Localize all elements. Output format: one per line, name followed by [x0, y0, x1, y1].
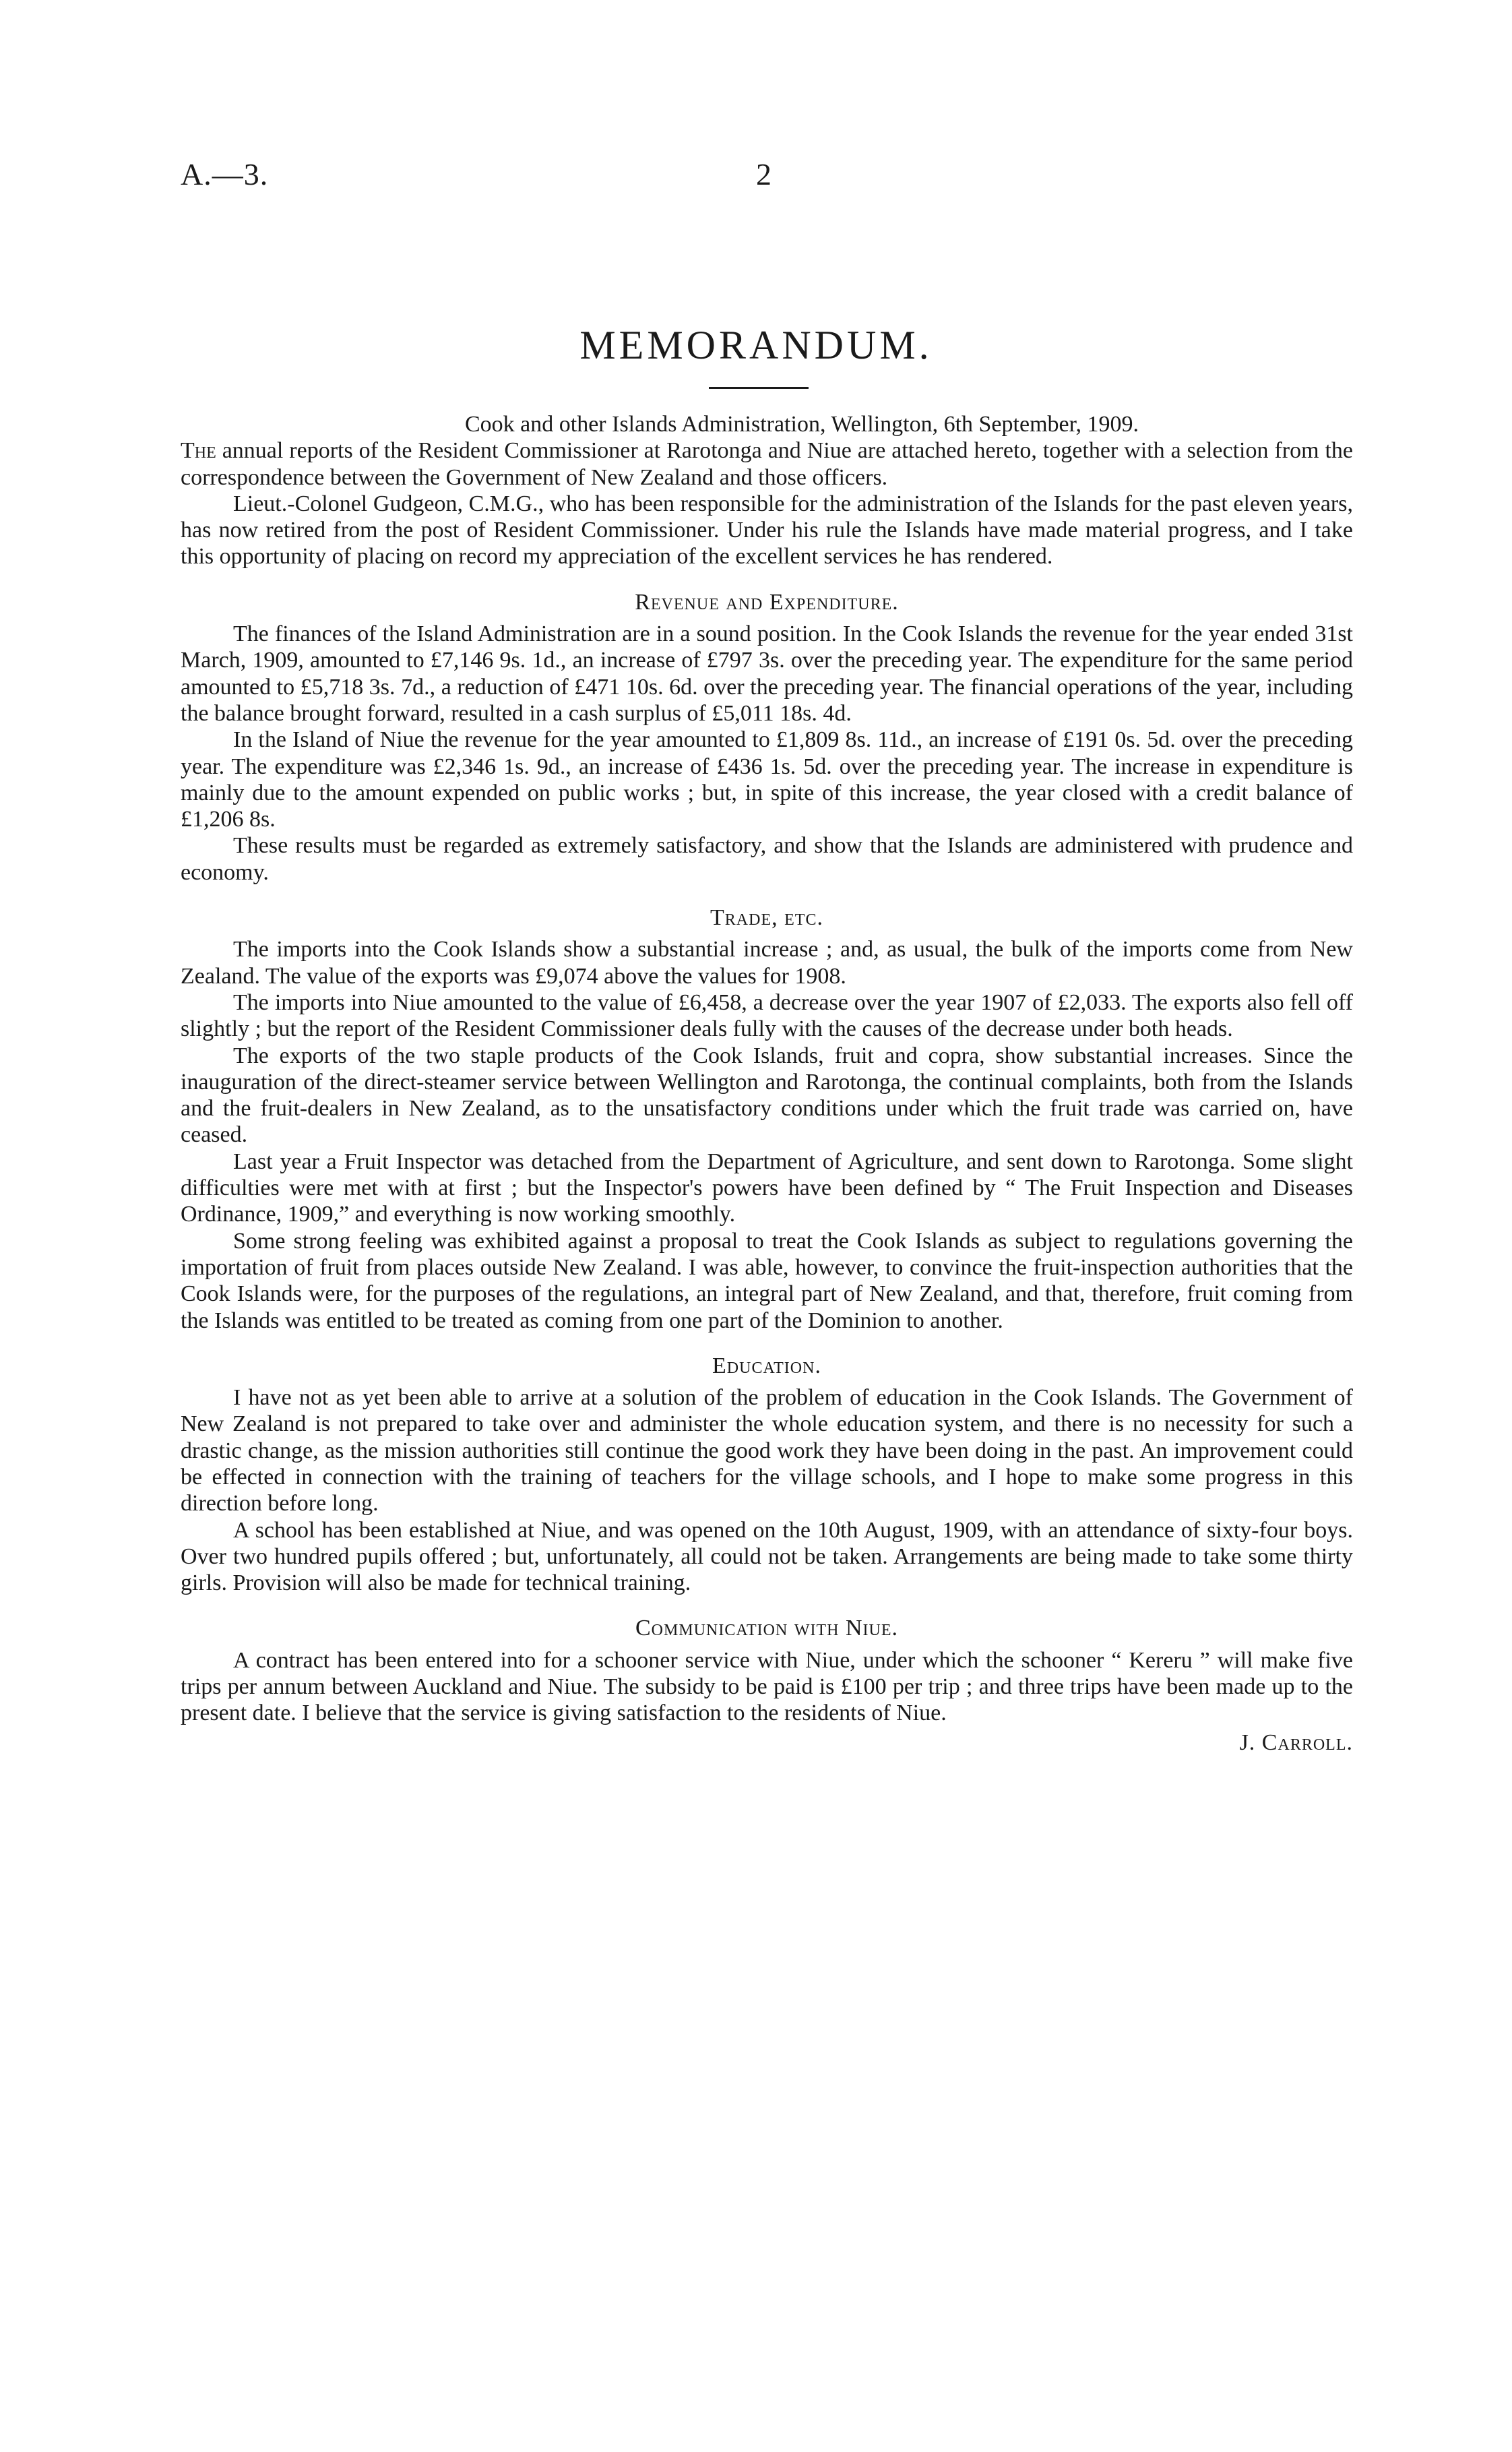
- section-heading-revenue: Revenue and Expenditure.: [635, 589, 899, 615]
- intro-paragraph-1: [181, 437, 1353, 491]
- revenue-paragraph-1: The finances of the Island Administration are in a sound position. In the Cook Islands the revenue for the year ended 31st March, 1909, amounted to £7,146 9s. 1d., an increase of £797 3s. over the preceding year. The expenditure for the same period amounted to £5,718 3s. 7d., a reduction of £471 10s. 6d. over the preceding year. The financial operations of the year, including the balance brought forward, resulted in a cash surplus of £5,011 18s. 4d.: [181, 621, 1353, 726]
- page-title: MEMORANDUM.: [579, 323, 933, 367]
- document-reference: A.—3.: [181, 157, 269, 191]
- trade-paragraph-3: The exports of the two staple products of the Cook Islands, fruit and copra, show substantial increases. Since the inauguration of the direct-steamer service between Wellington and Rarotonga, the continual complaints, both from the Islands and the fruit-dealers in New Zealand, as to the unsatisfactory conditions under which the fruit trade was carried on, have ceased.: [181, 1043, 1353, 1148]
- dateline: Cook and other Islands Administration, Wellington, 6th September, 1909.: [465, 412, 1139, 437]
- communication-paragraph-1: A contract has been entered into for a schooner service with Niue, under which the schooner “ Kereru ” will make five trips per annum between Auckland and Niue. The subsidy to be paid is £100 per trip ; and three trips have been made up to the present date. I believe that the service is giving satisfaction to the residents of Niue.: [181, 1647, 1353, 1726]
- page-number: 2: [756, 157, 771, 191]
- section-heading-trade: Trade, etc.: [710, 905, 823, 931]
- intro-paragraph-1-text: annual reports of the Resident Commissioner at Rarotonga and Niue are attached hereto, together with a selection from the correspondence between the Government of New Zealand and those officers.: [181, 438, 1353, 490]
- memorandum-body: [181, 411, 1353, 1756]
- revenue-paragraph-3: These results must be regarded as extremely satisfactory, and show that the Islands are administered with prudence and economy.: [181, 833, 1353, 885]
- trade-paragraph-2: The imports into Niue amounted to the value of £6,458, a decrease over the year 1907 of £2,033. The exports also fell off slightly ; but the report of the Resident Commissioner deals fully with the causes of the decrease under both heads.: [181, 989, 1353, 1042]
- signature: J. Carroll.: [1239, 1729, 1353, 1755]
- education-paragraph-2: A school has been established at Niue, and was opened on the 10th August, 1909, with an attendance of sixty-four boys. Over two hundred pupils offered ; but, unfortunately, all could not be taken. Arrangements are being made to take some thirty girls. Provision will also be made for technical training.: [181, 1517, 1353, 1596]
- section-heading-education: Education.: [712, 1353, 821, 1378]
- intro-paragraph-2: Lieut.-Colonel Gudgeon, C.M.G., who has been responsible for the administration of the Islands for the past eleven years, has now retired from the post of Resident Commissioner. Under his rule the Islands have made material progress, and I take this opportunity of placing on record my appreciation of the excellent services he has rendered.: [181, 491, 1353, 570]
- revenue-paragraph-2: In the Island of Niue the revenue for the year amounted to £1,809 8s. 11d., an increase of £191 0s. 5d. over the preceding year. The expenditure was £2,346 1s. 9d., an increase of £436 1s. 5d. over the preceding year. The increase in expenditure is mainly due to the amount expended on public works ; but, in spite of this increase, the year closed with a credit balance of £1,206 8s.: [181, 727, 1353, 832]
- education-paragraph-1: I have not as yet been able to arrive at a solution of the problem of education in the Cook Islands. The Government of New Zealand is not prepared to take over and administer the whole education system, and there is no necessity for such a drastic change, as the mission authorities still continue the good work they have been doing in the past. An improvement could be effected in connection with the training of teachers for the village schools, and I hope to make some progress in this direction before long.: [181, 1385, 1353, 1516]
- title-underline: [709, 387, 809, 389]
- trade-paragraph-4: Last year a Fruit Inspector was detached from the Department of Agriculture, and sent down to Rarotonga. Some slight difficulties were met with at first ; but the Inspector's powers have been defined by “ The Fruit Inspection and Diseases Ordinance, 1909,” and everything is now working smoothly.: [181, 1148, 1353, 1227]
- trade-paragraph-5: Some strong feeling was exhibited against a proposal to treat the Cook Islands as subject to regulations governing the importation of fruit from places outside New Zealand. I was able, however, to convince the fruit-inspection authorities that the Cook Islands were, for the purposes of the regulations, an integral part of New Zealand, and that, therefore, fruit coming from the Islands was entitled to be treated as coming from one part of the Dominion to another.: [181, 1228, 1353, 1333]
- section-heading-communication: Communication with Niue.: [635, 1616, 899, 1641]
- intro-lead-word: The: [181, 438, 216, 464]
- trade-paragraph-1: The imports into the Cook Islands show a substantial increase ; and, as usual, the bulk of the imports come from New Zealand. The value of the exports was £9,074 above the values for 1908.: [181, 937, 1353, 989]
